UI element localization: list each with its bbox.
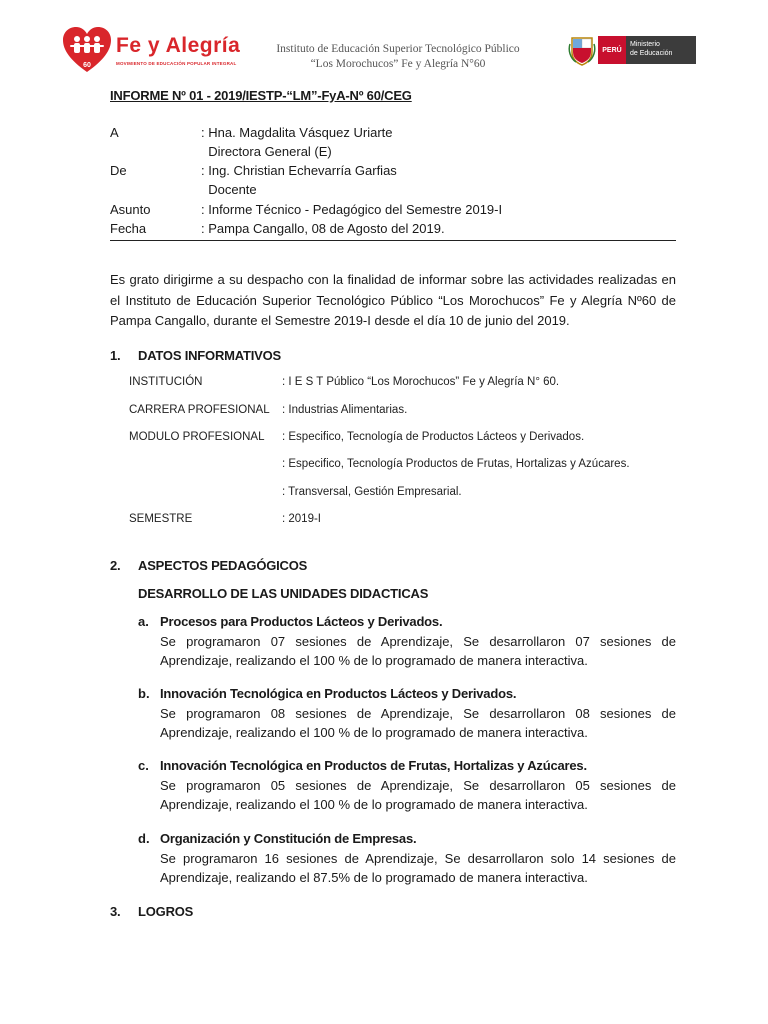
peru-label: PERÚ bbox=[598, 36, 626, 64]
info-value: : Especifico, Tecnología de Productos Lácteos y Derivados. bbox=[282, 431, 585, 443]
subsection-title: DESARROLLO DE LAS UNIDADES DIDACTICAS bbox=[138, 586, 429, 601]
memo-key: Asunto bbox=[110, 202, 151, 217]
memo-value: : Pampa Cangallo, 08 de Agosto del 2019. bbox=[201, 221, 445, 236]
info-key: INSTITUCIÓN bbox=[129, 376, 203, 388]
section-title: ASPECTOS PEDAGÓGICOS bbox=[138, 558, 308, 573]
ministry-line-1: Ministerio bbox=[630, 41, 660, 48]
unit-description: Se programaron 16 sesiones de Aprendizaje, Se desarrollaron solo 14 sesiones de Aprendizaje, realizando el 87.5% de lo programado de manera interactiva. bbox=[160, 851, 676, 885]
subsection-heading bbox=[138, 586, 428, 601]
institute-line-2: “Los Morochucos” Fe y Alegría N°60 bbox=[310, 58, 486, 70]
unit-letter: a. bbox=[138, 614, 149, 629]
unit-description: Se programaron 07 sesiones de Aprendizaje, Se desarrollaron 07 sesiones de Aprendizaje, realizando el 100 % de lo programado de manera interactiva. bbox=[160, 634, 676, 668]
section-title: DATOS INFORMATIVOS bbox=[138, 348, 282, 363]
unit-title: Innovación Tecnológica en Productos Lácteos y Derivados. bbox=[160, 686, 517, 701]
info-value: : Especifico, Tecnología Productos de Frutas, Hortalizas y Azúcares. bbox=[282, 458, 630, 470]
ministry-name bbox=[626, 36, 696, 64]
unit-title: Organización y Constitución de Empresas. bbox=[160, 831, 417, 846]
ministry-line-2: de Educación bbox=[630, 50, 673, 57]
info-key: MODULO PROFESIONAL bbox=[129, 431, 265, 443]
memo-key: Fecha bbox=[110, 221, 147, 236]
info-value: : Industrias Alimentarias. bbox=[282, 404, 408, 416]
unit-letter: b. bbox=[138, 686, 150, 701]
section-number: 1. bbox=[110, 348, 121, 363]
brand-name: Fe y Alegría bbox=[116, 34, 241, 57]
institute-header bbox=[240, 42, 556, 72]
memo-value: : Ing. Christian Echevarría Garfias bbox=[201, 163, 397, 178]
info-value: : I E S T Público “Los Morochucos” Fe y Alegría N° 60. bbox=[282, 376, 560, 388]
brand-tagline: MOVIMIENTO DE EDUCACIÓN POPULAR INTEGRAL bbox=[116, 61, 237, 66]
report-title: INFORME Nº 01 - 2019/IESTP-“LM”-FyA-Nº 60/CEG bbox=[110, 88, 412, 103]
heart-children-icon bbox=[62, 26, 112, 74]
ministry-logo bbox=[568, 34, 698, 66]
info-value: : 2019-I bbox=[282, 513, 321, 525]
peru-coat-of-arms-icon bbox=[568, 34, 596, 66]
unit-description: Se programaron 05 sesiones de Aprendizaje, Se desarrollaron 05 sesiones de Aprendizaje, realizando el 100 % de lo programado de manera interactiva. bbox=[160, 778, 676, 812]
intro-paragraph: Es grato dirigirme a su despacho con la finalidad de informar sobre las actividades realizadas en el Instituto de Educación Superior Tecnológico Público “Los Morochucos” Fe y Alegría Nº60 de Pampa Cangallo, durante el Semestre 2019-I desde el día 10 de junio del 2019. bbox=[110, 272, 676, 328]
memo-key: De bbox=[110, 163, 127, 178]
memo-value: Docente bbox=[201, 182, 257, 197]
memo-value: : Hna. Magdalita Vásquez Uriarte bbox=[201, 125, 393, 140]
unit-title: Innovación Tecnológica en Productos de Frutas, Hortalizas y Azúcares. bbox=[160, 758, 587, 773]
memo-key: A bbox=[110, 125, 119, 140]
section-number: 3. bbox=[110, 904, 121, 919]
memo-value: : Informe Técnico - Pedagógico del Semestre 2019-I bbox=[201, 202, 503, 217]
section-number: 2. bbox=[110, 558, 121, 573]
unit-description: Se programaron 08 sesiones de Aprendizaje, Se desarrollaron 08 sesiones de Aprendizaje, realizando el 100 % de lo programado de manera interactiva. bbox=[160, 706, 676, 740]
info-key: CARRERA PROFESIONAL bbox=[129, 404, 270, 416]
divider bbox=[110, 240, 676, 241]
ministry-badge bbox=[598, 36, 696, 64]
info-key: SEMESTRE bbox=[129, 513, 193, 525]
section-title: LOGROS bbox=[138, 904, 194, 919]
info-value: : Transversal, Gestión Empresarial. bbox=[282, 486, 462, 498]
unit-letter: c. bbox=[138, 758, 149, 773]
unit-title: Procesos para Productos Lácteos y Derivados. bbox=[160, 614, 443, 629]
fe-y-alegria-logo bbox=[60, 24, 241, 76]
svg-text:60: 60 bbox=[83, 62, 91, 69]
memo-value: Directora General (E) bbox=[201, 144, 332, 159]
unit-letter: d. bbox=[138, 831, 150, 846]
institute-line-1: Instituto de Educación Superior Tecnológico Público bbox=[276, 43, 520, 55]
